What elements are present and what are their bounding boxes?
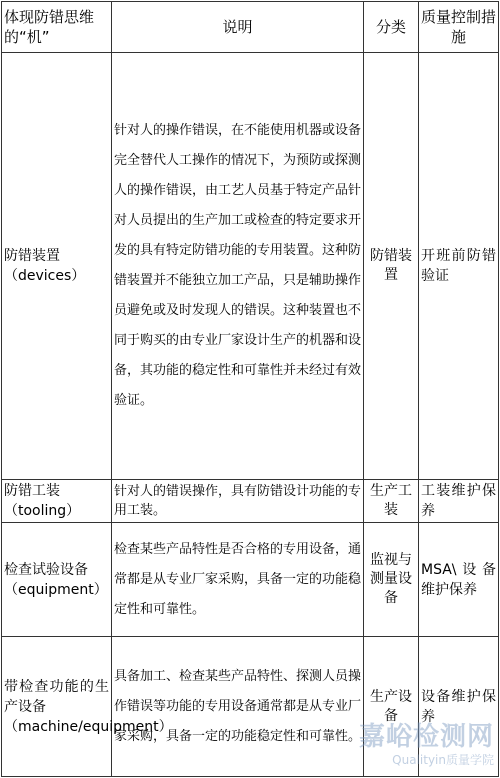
row-label: 防错工装 (4, 483, 60, 499)
table-row (2, 637, 499, 777)
row-label-en: （tooling） (4, 503, 81, 519)
row-description: 针对人的错误操作，具有防错设计功能的专用工装。 (112, 480, 364, 523)
table-row (2, 480, 499, 523)
header-quality-control: 质量控制措施 (419, 2, 499, 53)
mistake-proofing-table (1, 1, 499, 777)
row-quality-control: 工装维护保养 (419, 480, 499, 523)
header-category: 分类 (364, 2, 419, 53)
row-category: 防错装置 (364, 53, 419, 480)
row-label-cell (2, 53, 112, 480)
row-label-en: （devices） (4, 268, 86, 284)
row-description: 针对人的操作错误，在不能使用机器或设备完全替代人工操作的情况下，为预防或探测人的操作错误，由工艺人员基于特定产品针对人员提出的生产加工或检查的特定要求开发的具有特定防错功能的专用装置。这种防错装置并不能独立加工产品，只是辅助操作员避免或及时发现人的错误。这种装置也不同于购买的由专业厂家设计生产的机器和设备，其功能的稳定性和可靠性并未经过有效验证。 (112, 53, 364, 480)
header-machine-type: 体现防错思维的“机” (2, 2, 112, 53)
table-header-row (2, 2, 499, 53)
watermark-sub: Qualityin质量学院 (392, 753, 494, 767)
row-description: 检查某些产品特性是否合格的专用设备，通常都是从专业厂家采购，具备一定的功能稳定性和可靠性。 (112, 523, 364, 637)
row-label-cell (2, 523, 112, 637)
row-quality-control: 设备维护保养 (419, 637, 499, 777)
row-label: 防错装置 (4, 248, 60, 264)
row-label-en: （equipment） (4, 581, 108, 598)
row-label-cell (2, 480, 112, 523)
table-row (2, 53, 499, 480)
row-label: 带检查功能的生产设备 (4, 678, 109, 715)
row-label-cell (2, 637, 173, 777)
row-category: 生产工装 (364, 480, 419, 523)
row-quality-control: MSA\设备维护保养 (419, 523, 499, 637)
row-category: 监视与测量设备 (364, 523, 419, 637)
row-description: 具备加工、检查某些产品特性、探测人员操作错误等功能的专用设备通常都是从专业厂家采购，具备一定的功能稳定性和可靠性。 (112, 637, 364, 777)
table-row (2, 523, 499, 637)
row-label-en: （machine/equipment） (4, 718, 173, 735)
header-description: 说明 (112, 2, 364, 53)
watermark-main: 嘉峪检测网 (358, 722, 494, 752)
row-category: 生产设备 (364, 637, 419, 777)
row-label: 检查试验设备 (4, 561, 88, 578)
row-quality-control: 开班前防错验证 (419, 53, 499, 480)
